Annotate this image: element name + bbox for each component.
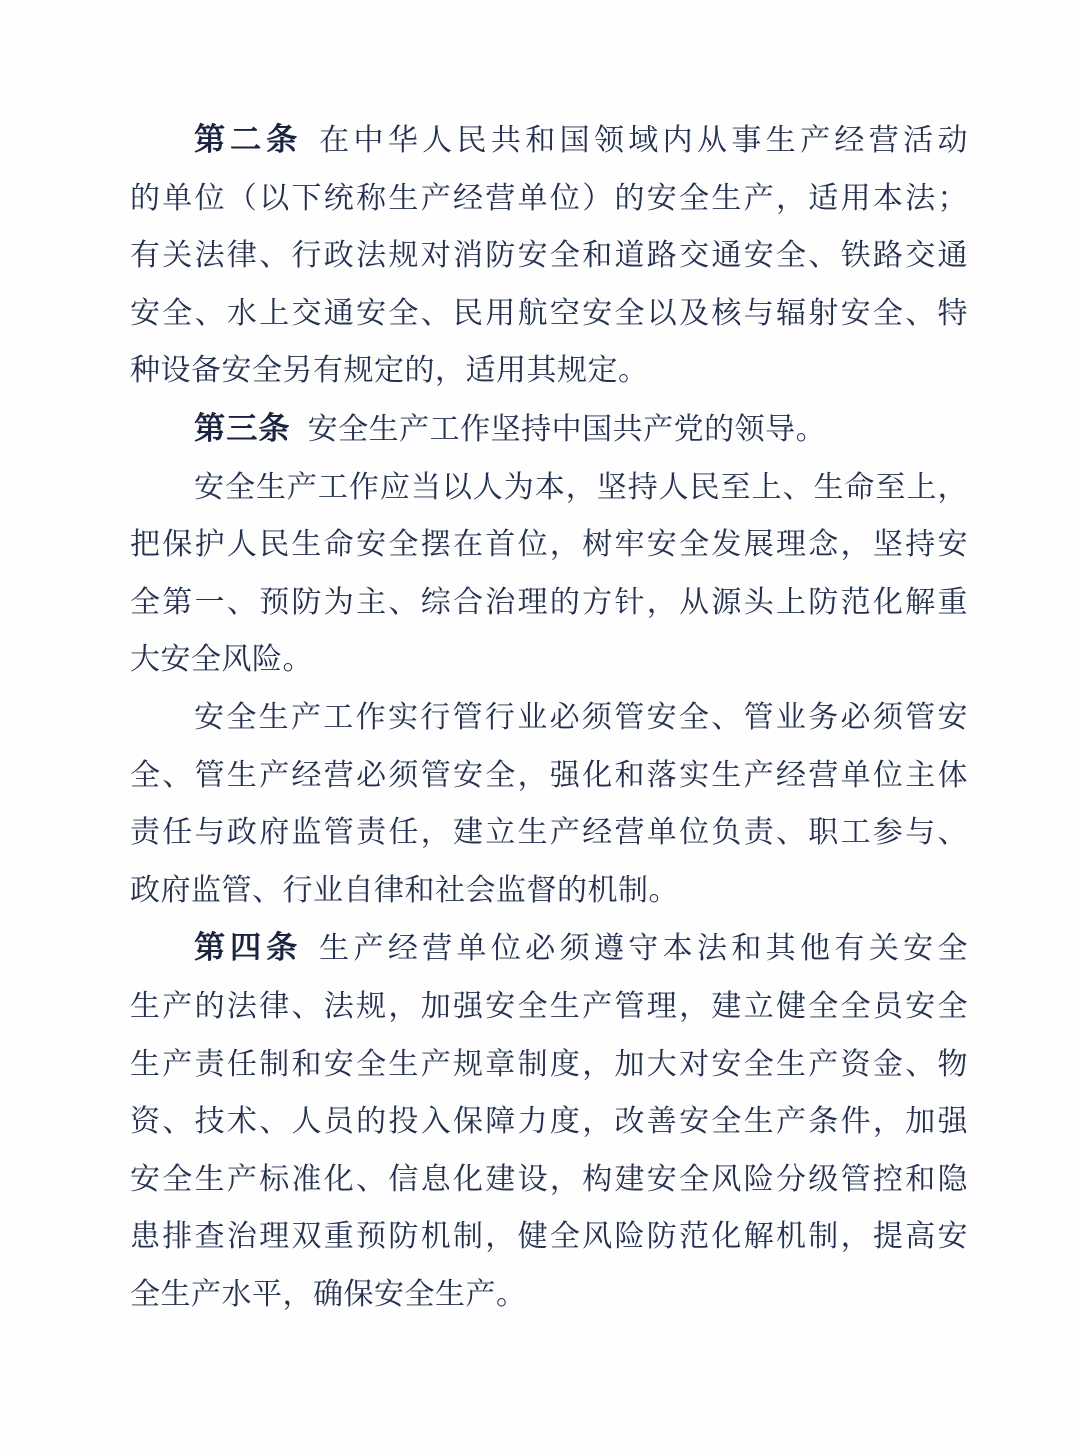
line-text: 安全生产工作坚持中国共产党的领导。 [307, 412, 827, 446]
text-line [130, 689, 968, 747]
line-text: 在中华人民共和国领域内从事生产经营活动 [319, 124, 968, 157]
article-paragraph [130, 400, 968, 459]
line-text: 全、管生产经营必须管安全，强化和落实生产经营单位主体 [130, 758, 968, 792]
line-text: 全生产水平，确保安全生产。 [130, 1277, 527, 1311]
text-line [130, 227, 968, 285]
text-line [130, 1036, 968, 1094]
text-line [130, 1208, 968, 1266]
line-text: 安全生产工作应当以人为本，坚持人民至上、生命至上， [194, 470, 968, 504]
body-paragraph [130, 689, 968, 919]
line-text: 生产责任制和安全生产规章制度，加大对安全生产资金、物 [130, 1047, 968, 1081]
article-paragraph [130, 919, 968, 1323]
text-line [130, 1151, 968, 1209]
text-line [130, 862, 968, 920]
text-line [130, 1093, 968, 1151]
body-paragraph [130, 459, 968, 689]
text-line [130, 285, 968, 343]
text-line [130, 631, 968, 689]
line-text: 全第一、预防为主、综合治理的方针，从源头上防范化解重 [130, 585, 968, 619]
text-line [130, 459, 968, 517]
text-line [130, 747, 968, 805]
line-text: 政府监管、行业自律和社会监督的机制。 [130, 873, 679, 907]
line-text: 安全生产工作实行管行业必须管安全、管业务必须管安 [194, 700, 968, 734]
article-paragraph [130, 111, 968, 400]
line-text: 患排查治理双重预防机制，健全风险防范化解机制，提高安 [130, 1220, 968, 1254]
line-text: 安全生产标准化、信息化建设，构建安全风险分级管控和隐 [130, 1162, 968, 1196]
text-line [130, 400, 968, 459]
text-line [130, 342, 968, 400]
text-line [130, 170, 968, 228]
line-text: 把保护人民生命安全摆在首位，树牢安全发展理念，坚持安 [130, 528, 968, 562]
text-line [130, 574, 968, 632]
text-line [130, 804, 968, 862]
text-line [130, 516, 968, 574]
line-text: 资、技术、人员的投入保障力度，改善安全生产条件，加强 [130, 1105, 968, 1139]
line-text: 大安全风险。 [130, 643, 313, 677]
text-line [130, 978, 968, 1036]
line-text: 生产的法律、法规，加强安全生产管理，建立健全全员安全 [130, 989, 968, 1023]
line-text: 安全、水上交通安全、民用航空安全以及核与辐射安全、特 [130, 296, 968, 330]
line-text: 种设备安全另有规定的，适用其规定。 [130, 354, 649, 388]
line-text: 责任与政府监管责任，建立生产经营单位负责、职工参与、 [130, 816, 968, 850]
article-number-label: 第四条 [194, 930, 303, 966]
line-text: 的单位（以下统称生产经营单位）的安全生产，适用本法； [130, 181, 968, 215]
text-line [130, 1266, 968, 1324]
line-text: 生产经营单位必须遵守本法和其他有关安全 [319, 932, 968, 966]
line-text: 有关法律、行政法规对消防安全和道路交通安全、铁路交通 [130, 239, 968, 273]
text-line [130, 111, 968, 170]
text-line [130, 919, 968, 978]
article-number-label: 第二条 [194, 122, 303, 157]
article-number-label: 第三条 [194, 410, 291, 446]
